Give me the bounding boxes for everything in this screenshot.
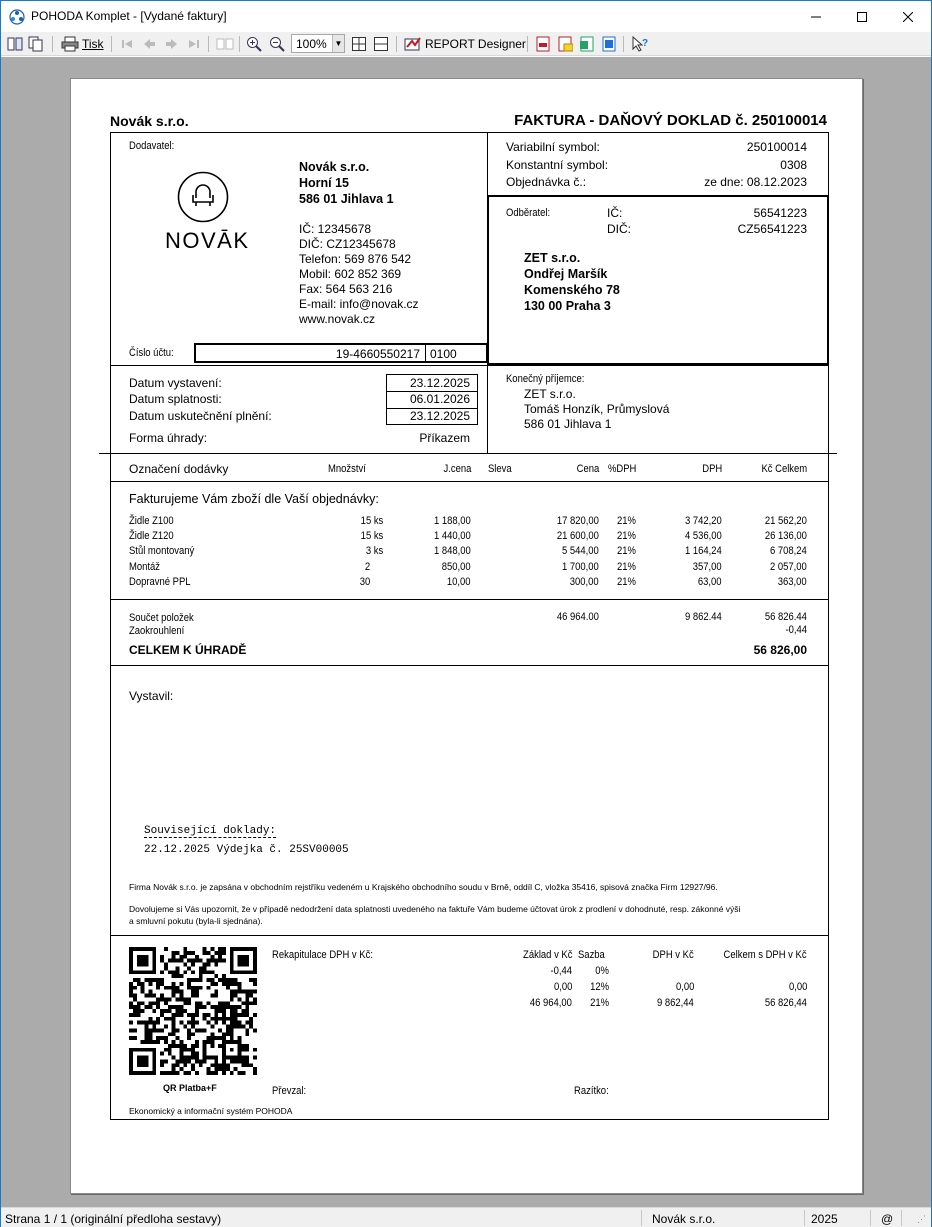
final-recipient-line: ZET s.r.o. [524, 387, 576, 401]
status-bar [1, 1207, 931, 1227]
fit-page-button[interactable] [351, 34, 367, 54]
seller-address [299, 159, 394, 207]
seller-ic: IČ: 12345678 [299, 222, 372, 236]
minimize-icon [811, 12, 821, 22]
final-recipient-line: 586 01 Jihlava 1 [524, 417, 612, 431]
item-name: Židle Z100 [129, 515, 174, 527]
armchair-logo-icon [177, 171, 229, 223]
item-qty: 15 ks [360, 530, 383, 542]
item-unit-price: 1 440,00 [434, 530, 471, 542]
sum-price: 46 964.00 [556, 611, 599, 623]
item-unit-price: 1 848,00 [434, 545, 471, 557]
buyer-ic: 56541223 [753, 206, 807, 220]
recap-base: 46 964,00 [529, 997, 572, 1009]
issue-date-label: Datum vystavení: [129, 376, 222, 390]
sum-label: Součet položek [129, 612, 194, 624]
buyer-line: Komenského 78 [524, 283, 620, 297]
seller-name-top: Novák s.r.o. [110, 113, 189, 129]
first-page-button[interactable] [119, 34, 135, 54]
buyer-dic: CZ56541223 [737, 222, 807, 236]
minimize-button[interactable] [793, 1, 839, 32]
grand-total-label: CELKEM K ÚHRADĚ [129, 643, 247, 657]
buyer-line: 130 00 Praha 3 [524, 299, 611, 313]
recap-header-rate: Sazba [578, 949, 605, 961]
zoom-select[interactable] [291, 34, 345, 53]
item-qty: 3 ks [365, 545, 383, 557]
zoom-out-icon [269, 36, 285, 52]
constant-symbol-label: Konstantní symbol: [506, 158, 609, 172]
seller-web: www.novak.cz [299, 312, 376, 326]
issue-date-value: 23.12.2025 [409, 376, 470, 390]
invoice-page [70, 78, 863, 1194]
recap-vat: 0,00 [675, 981, 694, 993]
item-total: 26 136,00 [764, 530, 807, 542]
related-documents-value: 22.12.2025 Výdejka č. 25SV00005 [144, 844, 349, 856]
status-year: 2025 [811, 1212, 838, 1226]
related-documents-label: Související doklady: [144, 825, 277, 837]
seller-fax: Fax: 564 563 216 [299, 282, 393, 296]
final-recipient-line: Tomáš Honzík, Průmyslová [524, 402, 670, 416]
preview-toolbar [1, 32, 931, 56]
item-qty: 15 ks [360, 515, 383, 527]
seller-line: Novák s.r.o. [299, 160, 370, 174]
buyer-line: ZET s.r.o. [524, 251, 581, 265]
last-page-button[interactable] [186, 34, 202, 54]
export-word-button[interactable] [601, 34, 617, 54]
sum-total: 56 826.44 [764, 611, 807, 623]
item-unit-price: 1 188,00 [434, 515, 471, 527]
account-number: 19-4660550217 [335, 347, 420, 361]
item-total: 21 562,20 [764, 515, 807, 527]
item-price: 300,00 [570, 576, 599, 588]
close-button[interactable] [885, 1, 931, 32]
close-icon [903, 12, 913, 22]
tax-date-label: Datum uskutečnění plnění: [129, 409, 272, 423]
recap-header-vat: DPH v Kč [652, 949, 694, 961]
title-bar [1, 1, 931, 32]
legal-text-2b: a smluvní pokutu (byla-li sjednána). [129, 916, 263, 926]
final-recipient [524, 387, 669, 432]
item-price: 17 820,00 [556, 515, 599, 527]
window-title: POHODA Komplet - [Vydané faktury] [31, 9, 227, 23]
qr-code-image [129, 947, 257, 1075]
recap-header-total: Celkem s DPH v Kč [723, 949, 807, 961]
print-button[interactable] [61, 34, 104, 54]
recap-total: 56 826,44 [764, 997, 807, 1009]
recap-base: 0,00 [553, 981, 572, 993]
recap-rate: 0% [595, 965, 609, 977]
previous-page-button[interactable] [141, 34, 157, 54]
footer-text: Ekonomický a informační systém POHODA [129, 1106, 293, 1116]
legal-text-2a: Dovolujeme si Vás upozornit, že v případě nedodržení data splatnosti uvedeného na faktuře Vám budeme účtovat úrok z prodlení v dohodnuté, resp. zákonné výši [129, 904, 741, 914]
recap-base: -0,44 [550, 965, 572, 977]
chevron-down-icon: ▼ [332, 35, 344, 52]
buyer-label: Odběratel: [506, 207, 551, 219]
item-vat-rate: 21% [617, 545, 636, 557]
help-button[interactable] [631, 34, 649, 54]
stamp-label: Razítko: [574, 1085, 609, 1097]
item-total: 363,00 [778, 576, 807, 588]
copy-icon [28, 36, 44, 52]
col-header-total: Kč Celkem [761, 463, 807, 475]
col-header-unit-price: J.cena [443, 463, 471, 475]
report-designer-icon [404, 36, 422, 52]
arrow-left-icon [141, 36, 157, 52]
item-name: Dopravné PPL [129, 576, 191, 588]
status-company: Novák s.r.o. [652, 1212, 716, 1226]
first-page-icon [119, 36, 135, 52]
col-header-price: Cena [576, 463, 599, 475]
export-email-pdf-button[interactable] [557, 34, 573, 54]
export-icon [7, 36, 23, 52]
item-vat-rate: 21% [617, 515, 636, 527]
item-qty: 2 [364, 561, 370, 573]
item-qty: 30 [359, 576, 370, 588]
fit-width-button[interactable] [373, 34, 389, 54]
recap-total: 0,00 [788, 981, 807, 993]
item-price: 21 600,00 [556, 530, 599, 542]
two-pages-icon [216, 36, 234, 52]
fit-width-icon [373, 36, 389, 52]
logo-wordmark: NOVĀK [165, 228, 250, 253]
item-vat: 4 536,00 [685, 530, 722, 542]
due-date-label: Datum splatnosti: [129, 392, 222, 406]
export-button[interactable] [7, 34, 23, 54]
buyer-dic-label: DIČ: [607, 222, 631, 236]
arrow-right-icon [164, 36, 180, 52]
export-excel-button[interactable] [579, 34, 595, 54]
vat-recap-label: Rekapitulace DPH v Kč: [272, 949, 373, 961]
intro-text: Fakturujeme Vám zboží dle Vaší objednávky: [129, 492, 379, 506]
recap-rate: 21% [590, 997, 609, 1009]
status-page: Strana 1 / 1 (originální předloha sestavy) [5, 1212, 222, 1226]
report-designer-label: REPORT Designer [425, 37, 526, 51]
col-header-qty: Množství [328, 463, 366, 475]
item-price: 5 544,00 [562, 545, 599, 557]
recap-header-base: Základ v Kč [522, 949, 572, 961]
legal-text-1: Firma Novák s.r.o. je zapsána v obchodním rejstříku vedeném u Krajského obchodního soudu v Brně, oddíl C, vložka 35416, spisová značka Firm 12927/96. [129, 882, 718, 892]
account-label: Číslo účtu: [129, 347, 174, 359]
zoom-value: 100% [296, 37, 327, 51]
supplier-label: Dodavatel: [129, 140, 175, 152]
seller-dic: DIČ: CZ12345678 [299, 237, 396, 251]
two-pages-button[interactable] [216, 34, 234, 54]
pohoda-app-icon [9, 9, 25, 25]
col-header-item: Označení dodávky [129, 462, 229, 476]
item-price: 1 700,00 [562, 561, 599, 573]
order-label: Objednávka č.: [506, 175, 587, 189]
item-vat-rate: 21% [617, 530, 636, 542]
item-name: Židle Z120 [129, 530, 174, 542]
printer-icon [61, 36, 79, 52]
seller-contacts [299, 222, 419, 327]
rounding-value: -0,44 [785, 624, 807, 636]
item-name: Montáž [129, 561, 161, 573]
pdf-icon [535, 36, 551, 52]
recap-rate: 12% [590, 981, 609, 993]
item-unit-price: 10,00 [447, 576, 471, 588]
document-title: FAKTURA - DAŇOVÝ DOKLAD č. 250100014 [514, 112, 827, 129]
status-at: @ [881, 1212, 894, 1226]
issued-by-label: Vystavil: [129, 689, 174, 703]
excel-icon [579, 36, 595, 52]
next-page-button[interactable] [164, 34, 180, 54]
item-vat: 63,00 [698, 576, 722, 588]
item-total: 2 057,00 [770, 561, 807, 573]
variable-symbol-label: Variabilní symbol: [506, 140, 600, 154]
received-label: Převzal: [272, 1085, 307, 1097]
seller-phone: Telefon: 569 876 542 [299, 252, 412, 266]
item-vat: 1 164,24 [685, 545, 722, 557]
pdf-email-icon [557, 36, 573, 52]
buyer-line: Ondřej Maršík [524, 267, 608, 281]
buyer-address [524, 250, 620, 314]
sum-vat: 9 862.44 [685, 611, 722, 623]
item-vat: 3 742,20 [685, 515, 722, 527]
rounding-label: Zaokrouhlení [129, 625, 185, 637]
zoom-in-icon [246, 36, 262, 52]
due-date-value: 06.01.2026 [409, 392, 470, 406]
col-header-vat-rate: %DPH [608, 463, 637, 475]
maximize-button[interactable] [839, 1, 885, 32]
item-vat-rate: 21% [617, 576, 636, 588]
last-page-icon [186, 36, 202, 52]
item-vat-rate: 21% [617, 561, 636, 573]
qr-label: QR Platba+F [163, 1083, 217, 1093]
help-icon [631, 36, 649, 52]
document-export-icon [601, 36, 617, 52]
final-recipient-label: Konečný příjemce: [506, 373, 585, 385]
col-header-vat: DPH [702, 463, 722, 475]
payment-label: Forma úhrady: [129, 431, 208, 445]
item-vat: 357,00 [693, 561, 722, 573]
col-header-discount: Sleva [488, 463, 512, 475]
grand-total-value: 56 826,00 [753, 643, 807, 657]
fit-page-icon [351, 36, 367, 52]
recap-vat: 9 862,44 [657, 997, 694, 1009]
maximize-icon [857, 12, 867, 22]
export-pdf-button[interactable] [535, 34, 551, 54]
tax-date-value: 23.12.2025 [409, 409, 470, 423]
zoom-in-button[interactable] [246, 34, 262, 54]
item-name: Stůl montovaný [129, 545, 195, 557]
payment-value: Příkazem [419, 431, 470, 445]
report-designer-button[interactable] [404, 34, 526, 54]
order-value: ze dne: 08.12.2023 [704, 175, 807, 189]
seller-mobile: Mobil: 602 852 369 [299, 267, 402, 281]
print-label: Tisk [82, 37, 104, 51]
seller-line: 586 01 Jihlava 1 [299, 192, 394, 206]
item-unit-price: 850,00 [442, 561, 471, 573]
zoom-out-button[interactable] [269, 34, 285, 54]
seller-email: E-mail: info@novak.cz [299, 297, 419, 311]
bank-code: 0100 [430, 347, 457, 361]
seller-line: Horní 15 [299, 176, 350, 190]
svg-text:?: ? [642, 38, 649, 49]
variable-symbol-value: 250100014 [746, 140, 807, 154]
item-total: 6 708,24 [770, 545, 807, 557]
constant-symbol-value: 0308 [780, 158, 807, 172]
resize-grip-icon[interactable]: ⋰ [917, 1214, 926, 1224]
buyer-ic-label: IČ: [607, 206, 623, 220]
copy-button[interactable] [28, 34, 44, 54]
